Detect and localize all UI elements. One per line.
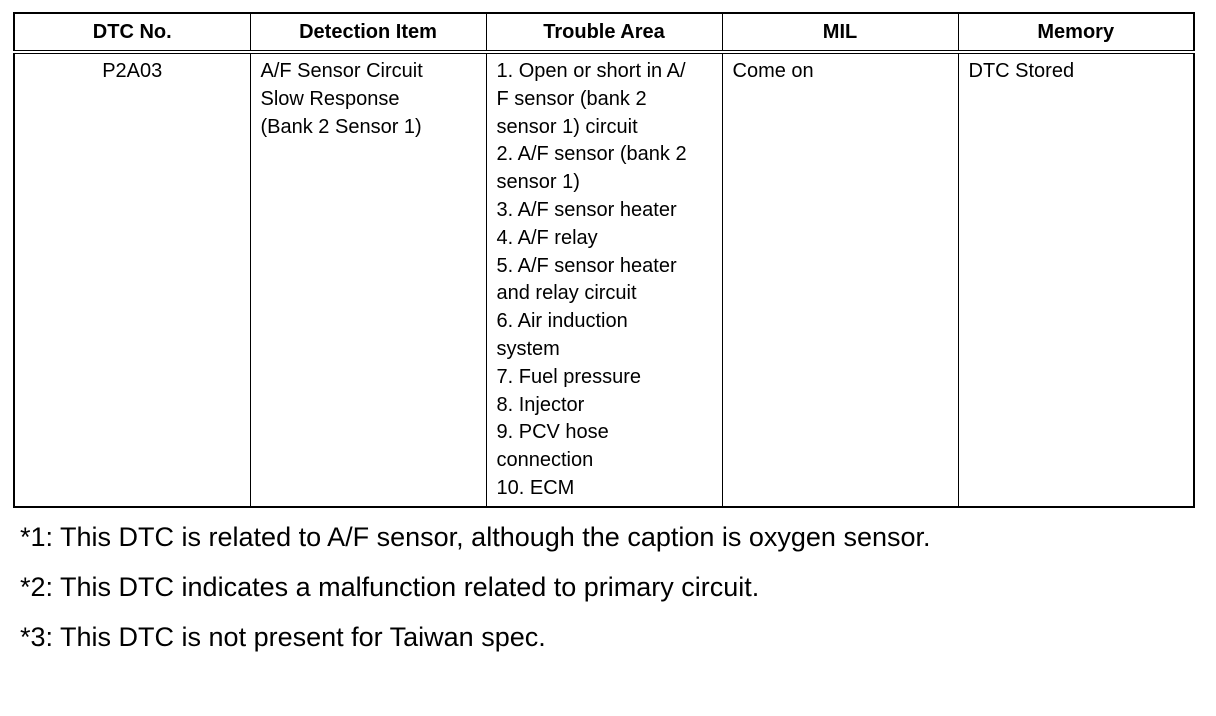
- table-row: [14, 52, 1194, 507]
- dtc-table: [13, 12, 1195, 508]
- trouble-area-line: and relay circuit: [496, 282, 637, 305]
- cell-mil: Come on: [722, 52, 958, 507]
- trouble-area-line: 5. A/F sensor heater: [496, 254, 677, 277]
- trouble-area-line: sensor 1): [496, 171, 580, 194]
- detection-item-line: (Bank 2 Sensor 1): [260, 115, 422, 138]
- trouble-area-line: 1. Open or short in A/: [496, 60, 686, 82]
- table-header: [14, 13, 1194, 52]
- header-mil: MIL: [722, 13, 958, 52]
- cell-dtc-no: P2A03: [14, 52, 250, 507]
- trouble-area-line: system: [496, 337, 560, 360]
- detection-item-line: Slow Response: [260, 87, 400, 110]
- trouble-area-line: 3. A/F sensor heater: [496, 198, 677, 221]
- trouble-area-line: connection: [496, 449, 594, 472]
- trouble-area-line: 2. A/F sensor (bank 2: [496, 143, 687, 166]
- trouble-area-line: 9. PCV hose: [496, 421, 609, 444]
- cell-memory: DTC Stored: [958, 52, 1194, 507]
- footnote-3: *3: This DTC is not present for Taiwan spec.: [20, 622, 546, 652]
- trouble-area-line: sensor 1) circuit: [496, 115, 638, 138]
- detection-item-line: A/F Sensor Circuit: [260, 60, 423, 82]
- trouble-area-line: 10. ECM: [496, 476, 575, 499]
- trouble-area-line: 6. Air induction: [496, 310, 628, 333]
- header-trouble-area: Trouble Area: [486, 13, 722, 52]
- trouble-area-line: 7. Fuel pressure: [496, 365, 642, 388]
- table-body: [14, 52, 1194, 507]
- cell-detection-item: [250, 52, 486, 507]
- cell-trouble-area: [486, 52, 722, 507]
- trouble-area-line: F sensor (bank 2: [496, 87, 647, 110]
- header-dtc-no: DTC No.: [14, 13, 250, 52]
- header-memory: Memory: [958, 13, 1194, 52]
- footnote-2: *2: This DTC indicates a malfunction related to primary circuit.: [20, 572, 760, 602]
- trouble-area-line: 8. Injector: [496, 393, 585, 416]
- header-row: [14, 13, 1194, 52]
- header-detection-item: Detection Item: [250, 13, 486, 52]
- footnotes: [20, 524, 931, 674]
- trouble-area-line: 4. A/F relay: [496, 226, 598, 249]
- footnote-1: *1: This DTC is related to A/F sensor, although the caption is oxygen sensor.: [20, 522, 931, 552]
